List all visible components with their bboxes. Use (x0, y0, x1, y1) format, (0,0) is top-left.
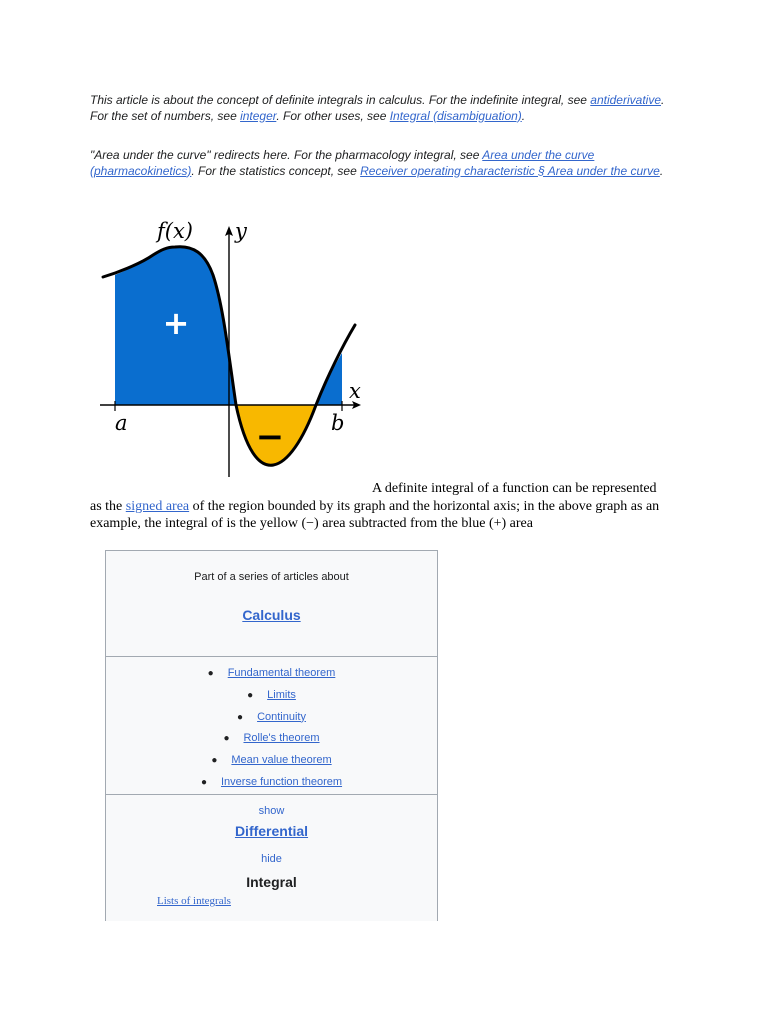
caption-text: of the region bounded by its graph and the horizontal axis; in the above graph as an example, the integral of is the yellow (−) area subtracted from the blue (+) area (90, 498, 660, 531)
bullet-icon: ● (211, 755, 218, 767)
hatnote-text: . (521, 108, 526, 123)
bullet-icon: ● (247, 689, 254, 701)
auc-pharmacokinetics-link[interactable]: Area under the curve (pharmacokinetics) (90, 148, 595, 178)
minus-sign: − (255, 417, 285, 457)
calculus-sidebar (105, 550, 438, 921)
continuity-link[interactable]: Continuity (257, 710, 306, 723)
sidebar-topic-list (106, 657, 437, 795)
mean-value-theorem-link[interactable]: Mean value theorem (231, 754, 332, 767)
integral-area-figure (95, 215, 370, 480)
integral-disambiguation-link[interactable]: Integral (disambiguation) (389, 108, 522, 123)
sidebar-collapsible-sections (106, 795, 437, 907)
list-item (106, 750, 437, 772)
hatnote-text: This article is about the concept of definite integrals in calculus. For the indefinite integral, see (90, 93, 591, 107)
inverse-function-theorem-link[interactable]: Inverse function theorem (220, 775, 343, 788)
function-label: f(x) (157, 219, 194, 243)
hatnote-text: . (659, 163, 664, 178)
fundamental-theorem-link[interactable]: Fundamental theorem (227, 667, 336, 679)
hatnote-text: . For other uses, see (276, 108, 390, 123)
figure-caption (90, 480, 670, 533)
b-label: b (331, 411, 345, 435)
hatnote-text: . For the set of numbers, see (90, 93, 665, 123)
list-item (106, 728, 437, 750)
bullet-icon: ● (207, 668, 214, 679)
hatnote-definite-integral (90, 93, 675, 124)
roc-auc-link[interactable]: Receiver operating characteristic § Area under the curve (360, 163, 660, 178)
sidebar-title-row (106, 597, 437, 657)
plus-sign: + (162, 304, 190, 342)
sidebar-above-text: Part of a series of articles about (194, 571, 349, 583)
bullet-icon: ● (237, 711, 244, 723)
lists-of-integrals-link[interactable]: Lists of integrals (157, 895, 231, 907)
signed-area-link[interactable]: signed area (125, 498, 190, 514)
integral-heading: Integral (246, 874, 297, 890)
hatnote-text: "Area under the curve" redirects here. For the pharmacology integral, see (90, 148, 483, 162)
caption-text: A definite integral of a function can be represented as the (90, 481, 657, 514)
hatnote-text: . For the statistics concept, see (191, 163, 361, 178)
calculus-title-link[interactable]: Calculus (242, 607, 301, 623)
rolles-theorem-link[interactable]: Rolle's theorem (243, 732, 320, 745)
antiderivative-link[interactable]: antiderivative (590, 93, 661, 107)
list-item (106, 772, 437, 794)
differential-heading-link[interactable]: Differential (234, 823, 309, 839)
y-axis-label: y (235, 219, 247, 243)
bullet-icon: ● (200, 776, 207, 788)
show-toggle-differential[interactable]: show (258, 805, 285, 817)
x-axis-label: x (349, 379, 361, 403)
list-item (106, 685, 437, 707)
limits-link[interactable]: Limits (267, 688, 296, 701)
a-label: a (115, 411, 128, 435)
hide-toggle-integral[interactable]: hide (261, 853, 282, 865)
list-item (106, 663, 437, 685)
bullet-icon: ● (223, 733, 230, 745)
integer-link[interactable]: integer (240, 108, 277, 123)
list-item (106, 707, 437, 729)
hatnote-area-under-curve (90, 148, 675, 179)
